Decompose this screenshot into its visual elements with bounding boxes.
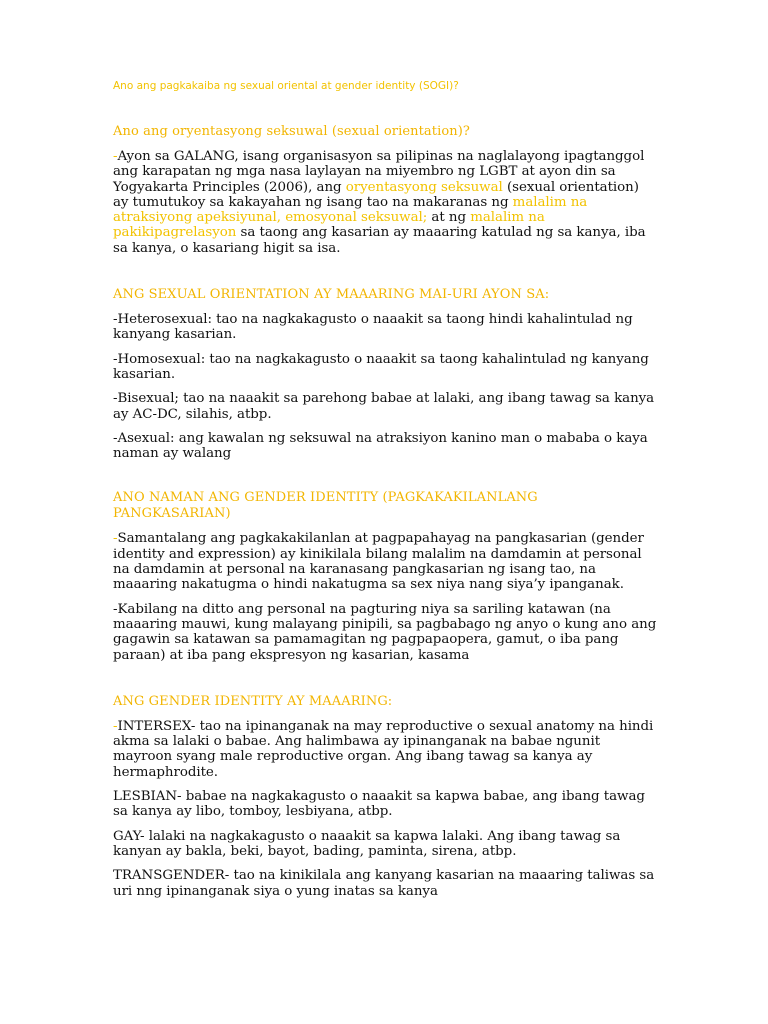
highlight-atraksiyong: malalim na atraksiyong apeksiyunal, emosyonal seksuwal;	[113, 194, 588, 226]
item-transgender: TRANSGENDER- tao na kinikilala ang kanyang kasarian na maaaring taliwas sa uri nng ipinanganak siya o yung inatas sa kanya	[113, 868, 655, 899]
text-segment: INTERSEX- tao na ipinanganak na may reproductive o sexual anatomy na hindi akma sa lalaki o babae. Ang halimbawa ay ipinanganak na babae ngunit mayroon syang male reproductive organ. Ang ibang tawag sa kanya ay hermaphrodite.	[113, 718, 654, 780]
highlight-oryentasyong-seksuwal: oryentasyong seksuwal	[345, 179, 503, 195]
text-segment: (sexual orientation) ay tumutukoy sa kakayahan ng isang tao na makaranas ng	[113, 179, 639, 210]
text-segment: at ng	[427, 210, 471, 226]
text-segment: sa taong ang kasarian ay maaaring katulad ng sa kanya, iba sa kanya, o kasariang higit sa isa.	[113, 225, 646, 256]
highlight-pakikipagrelasyon: malalim na pakikipagrelasyon	[113, 210, 545, 241]
item-gay: GAY- lalaki na nagkakagusto o naaakit sa kapwa lalaki. Ang ibang tawag sa kanyan ay bakla, beki, bayot, bading, paminta, sirena, atbp.	[113, 828, 621, 859]
dash-marker: -	[113, 531, 118, 547]
text-segment: Samantalang ang pagkakakilanlan at pagpapahayag na pangkasarian (gender identity and expression) ay kinikilala bilang malalim na damdamin at personal na damdamin at personal na karanasang pangkasarian ng isang tao, na maaaring nakatugma o hindi nakatugma sa sex niya nang siya’y ipanganak.	[113, 531, 644, 593]
heading-gender-identity: ANO NAMAN ANG GENDER IDENTITY (PAGKAKAKILANLANG PANGKASARIAN)	[113, 490, 538, 522]
heading-orientation-types: ANG SEXUAL ORIENTATION AY MAAARING MAI-URI AYON SA:	[113, 287, 550, 303]
dash-marker: -	[113, 718, 118, 734]
heading-sexual-orientation: Ano ang oryentasyong seksuwal (sexual orientation)?	[113, 124, 470, 139]
paragraph-orientation-definition	[113, 149, 658, 256]
document-title: Ano ang pagkakaiba ng sexual oriental at gender identity (SOGI)?	[113, 80, 459, 92]
paragraph-gender-identity-definition	[113, 531, 658, 592]
text-segment: Ayon sa GALANG, isang organisasyon sa pilipinas na naglalayong ipagtanggol ang karapatan ng mga nasa laylayan na miyembro ng LGBT at ayon din sa Yogyakarta Principles (2006), ang	[113, 149, 645, 195]
document-body	[113, 79, 658, 908]
item-bisexual: -Bisexual; tao na naaakit sa parehong babae at lalaki, ang ibang tawag sa kanya ay AC-DC, silahis, atbp.	[113, 391, 655, 422]
item-asexual: -Asexual: ang kawalan ng seksuwal na atraksiyon kanino man o mababa o kaya naman ay walang	[113, 430, 648, 462]
item-homosexual: -Homosexual: tao na nagkakagusto o naaakit sa taong kahalintulad ng kanyang kasarian.	[113, 351, 649, 382]
item-heterosexual: -Heterosexual: tao na nagkakagusto o naaakit sa taong hindi kahalintulad ng kanyang kasarian.	[113, 312, 633, 343]
item-intersex	[113, 719, 658, 780]
dash-marker: -	[113, 149, 118, 164]
item-lesbian: LESBIAN- babae na nagkakagusto o naaakit sa kapwa babae, ang ibang tawag sa kanya ay libo, tomboy, lesbiyana, atbp.	[113, 789, 645, 820]
paragraph-gender-identity-body: -Kabilang na ditto ang personal na pagturing niya sa sariling katawan (na maaaring mauwi, kung malayang pinipili, sa pagbabago ng anyo o kung ano ang gagawin sa katawan sa pamamagitan ng pagpapaopera, gamut, o iba pang paraan) at iba pang ekspresyon ng kasarian, kasama	[113, 601, 657, 663]
heading-gender-types: ANG GENDER IDENTITY AY MAAARING:	[113, 693, 393, 709]
